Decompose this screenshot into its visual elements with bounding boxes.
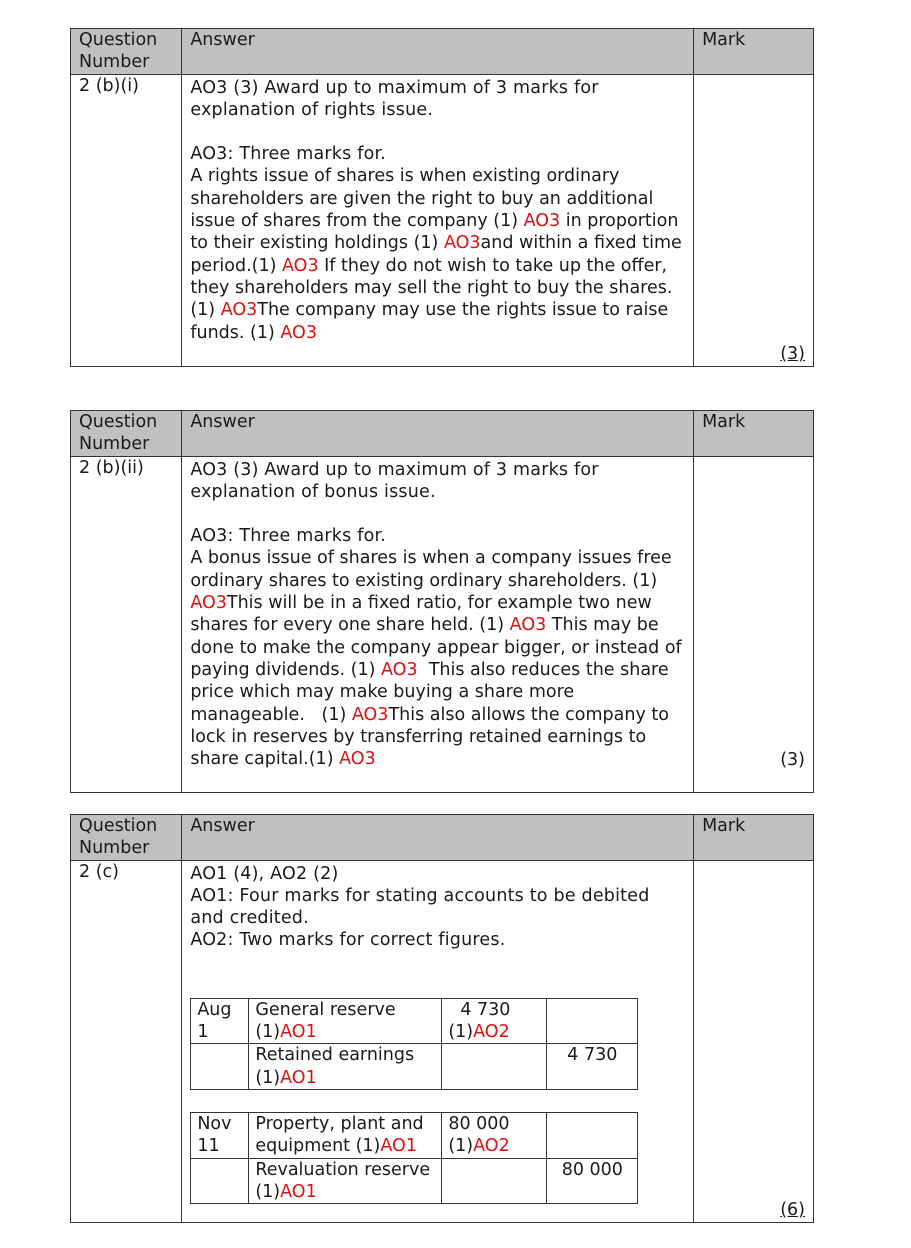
- answer-cell: [182, 456, 694, 792]
- journal-credit-amount: 80 000: [547, 1158, 638, 1204]
- mark-cell: (3): [694, 456, 814, 792]
- answer-row: [71, 74, 814, 366]
- header-question: Question Number: [71, 815, 182, 861]
- header-answer: Answer: [182, 29, 694, 75]
- journal-debit-row: [191, 1112, 638, 1158]
- answer-cell: [182, 74, 694, 366]
- journal-credit-account: Retained earnings (1)AO1: [249, 1044, 442, 1090]
- answer-intro: AO3 (3) Award up to maximum of 3 marks for explanation of bonus issue.: [190, 459, 599, 502]
- journal-credit-amount-empty: [547, 998, 638, 1044]
- header-row: [71, 411, 814, 457]
- journal-debit-account: Property, plant and equipment (1)AO1: [249, 1112, 442, 1158]
- journal-debit-amount-empty: [442, 1158, 547, 1204]
- journal-credit-row: [191, 1158, 638, 1204]
- journal-date: Aug 1: [191, 998, 249, 1044]
- header-row: [71, 29, 814, 75]
- journal-credit-amount: 4 730: [547, 1044, 638, 1090]
- journal-debit-account: General reserve (1)AO1: [249, 998, 442, 1044]
- journal-date-empty: [191, 1044, 249, 1090]
- journal-debit-amount: 80 000 (1)AO2: [442, 1112, 547, 1158]
- header-mark: Mark: [694, 815, 814, 861]
- journal-credit-amount-empty: [547, 1112, 638, 1158]
- header-answer: Answer: [182, 411, 694, 457]
- header-answer: Answer: [182, 815, 694, 861]
- answer-row: [71, 456, 814, 792]
- journal-debit-amount-empty: [442, 1044, 547, 1090]
- header-mark: Mark: [694, 29, 814, 75]
- header-mark: Mark: [694, 411, 814, 457]
- mark-cell: (6): [694, 860, 814, 1222]
- answer-row: [71, 860, 814, 1222]
- answer-intro: AO3 (3) Award up to maximum of 3 marks for explanation of rights issue.: [190, 77, 599, 120]
- journal-date-empty: [191, 1158, 249, 1204]
- mark-scheme-table-2bii: [70, 410, 814, 793]
- question-number: 2 (c): [71, 860, 182, 1222]
- answer-criteria: AO3: Three marks for.: [190, 144, 387, 165]
- journal-date: Nov 11: [191, 1112, 249, 1158]
- mark-cell: (3): [694, 74, 814, 366]
- header-row: [71, 815, 814, 861]
- journal-debit-row: [191, 998, 638, 1044]
- answer-body: A rights issue of shares is when existing ordinary shareholders are given the right to buy an additional issue of shares from the company (1) AO3 in proportion to their existing holdings (1) AO3and within a fixed time period.(1) AO3 If they do not wish to take up the offer, they shareholders may sell the right to buy the shares. (1) AO3The company may use the rights issue to raise funds. (1) AO3: [190, 166, 682, 343]
- header-question: Question Number: [71, 29, 182, 75]
- question-number: 2 (b)(ii): [71, 456, 182, 792]
- answer-cell: [182, 860, 694, 1222]
- header-question: Question Number: [71, 411, 182, 457]
- journal-entry-aug: [190, 998, 638, 1090]
- journal-credit-row: [191, 1044, 638, 1090]
- answer-line-1: AO1 (4), AO2 (2): [190, 863, 339, 884]
- mark-scheme-table-2c: [70, 814, 814, 1223]
- answer-line-2: AO1: Four marks for stating accounts to be debited and credited.: [190, 885, 650, 929]
- answer-criteria: AO3: Three marks for.: [190, 526, 387, 547]
- answer-body: A bonus issue of shares is when a company issues free ordinary shares to existing ordinary shareholders. (1) AO3This will be in a fixed ratio, for example two new shares for every one share held. (1) AO3 This may be done to make the company appear bigger, or instead of paying dividends. (1) AO3 This also reduces the share price which may make buying a share more manageable. (1) AO3This also allows the company to lock in reserves by transferring retained earnings to share capital.(1) AO3: [190, 548, 682, 770]
- journal-entry-nov: [190, 1112, 638, 1204]
- answer-line-3: AO2: Two marks for correct figures.: [190, 930, 506, 951]
- mark-scheme-table-2bi: [70, 28, 814, 367]
- question-number: 2 (b)(i): [71, 74, 182, 366]
- journal-credit-account: Revaluation reserve (1)AO1: [249, 1158, 442, 1204]
- journal-debit-amount: 4 730 (1)AO2: [442, 998, 547, 1044]
